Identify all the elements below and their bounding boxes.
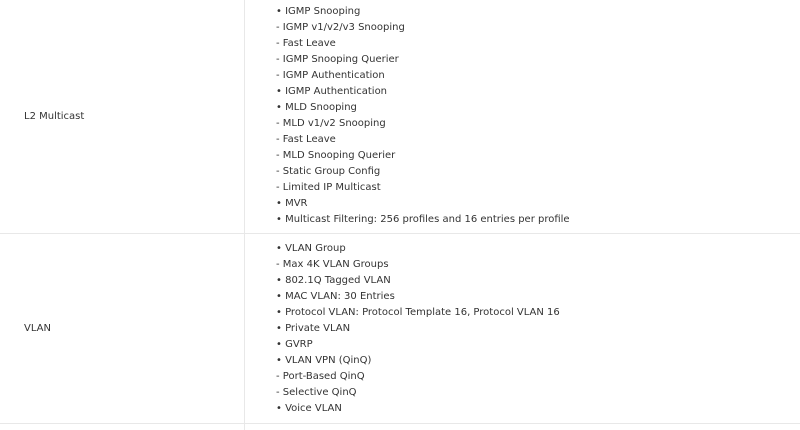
spec-item: - MLD v1/v2 Snooping	[276, 118, 386, 129]
spec-item: - IGMP v1/v2/v3 Snooping	[276, 22, 405, 33]
spec-item: - IGMP Snooping Querier	[276, 54, 399, 65]
spec-item: - Port-Based QinQ	[276, 371, 365, 382]
spec-item: • VLAN VPN (QinQ)	[276, 355, 372, 366]
spec-item: • IGMP Authentication	[276, 86, 388, 97]
spec-item: • IGMP Snooping	[276, 6, 361, 17]
spec-label-empty	[0, 424, 245, 430]
spec-label: L2 Multicast	[0, 0, 245, 233]
spec-item: - MLD Snooping Querier	[276, 150, 396, 161]
spec-row-next	[0, 424, 800, 430]
spec-item: • GVRP	[276, 339, 313, 350]
spec-item: - Limited IP Multicast	[276, 182, 381, 193]
spec-item: - Max 4K VLAN Groups	[276, 259, 389, 270]
spec-item: • MVR	[276, 198, 308, 209]
spec-item: - Static Group Config	[276, 166, 381, 177]
spec-row-vlan	[0, 234, 800, 424]
spec-label: VLAN	[0, 234, 245, 423]
spec-item: • Private VLAN	[276, 323, 351, 334]
spec-value-list	[276, 4, 796, 228]
spec-item: • Voice VLAN	[276, 403, 342, 414]
spec-item: - Fast Leave	[276, 38, 336, 49]
spec-item: • MAC VLAN: 30 Entries	[276, 291, 395, 302]
spec-item: • VLAN Group	[276, 243, 346, 254]
spec-item: • MLD Snooping	[276, 102, 357, 113]
spec-item: • Multicast Filtering: 256 profiles and 16 entries per profile	[276, 214, 570, 225]
spec-value-list	[276, 241, 796, 417]
spec-item: - Fast Leave	[276, 134, 336, 145]
spec-item: • 802.1Q Tagged VLAN	[276, 275, 391, 286]
spec-item: - IGMP Authentication	[276, 70, 385, 81]
spec-item: • Protocol VLAN: Protocol Template 16, Protocol VLAN 16	[276, 307, 560, 318]
spec-item: - Selective QinQ	[276, 387, 357, 398]
